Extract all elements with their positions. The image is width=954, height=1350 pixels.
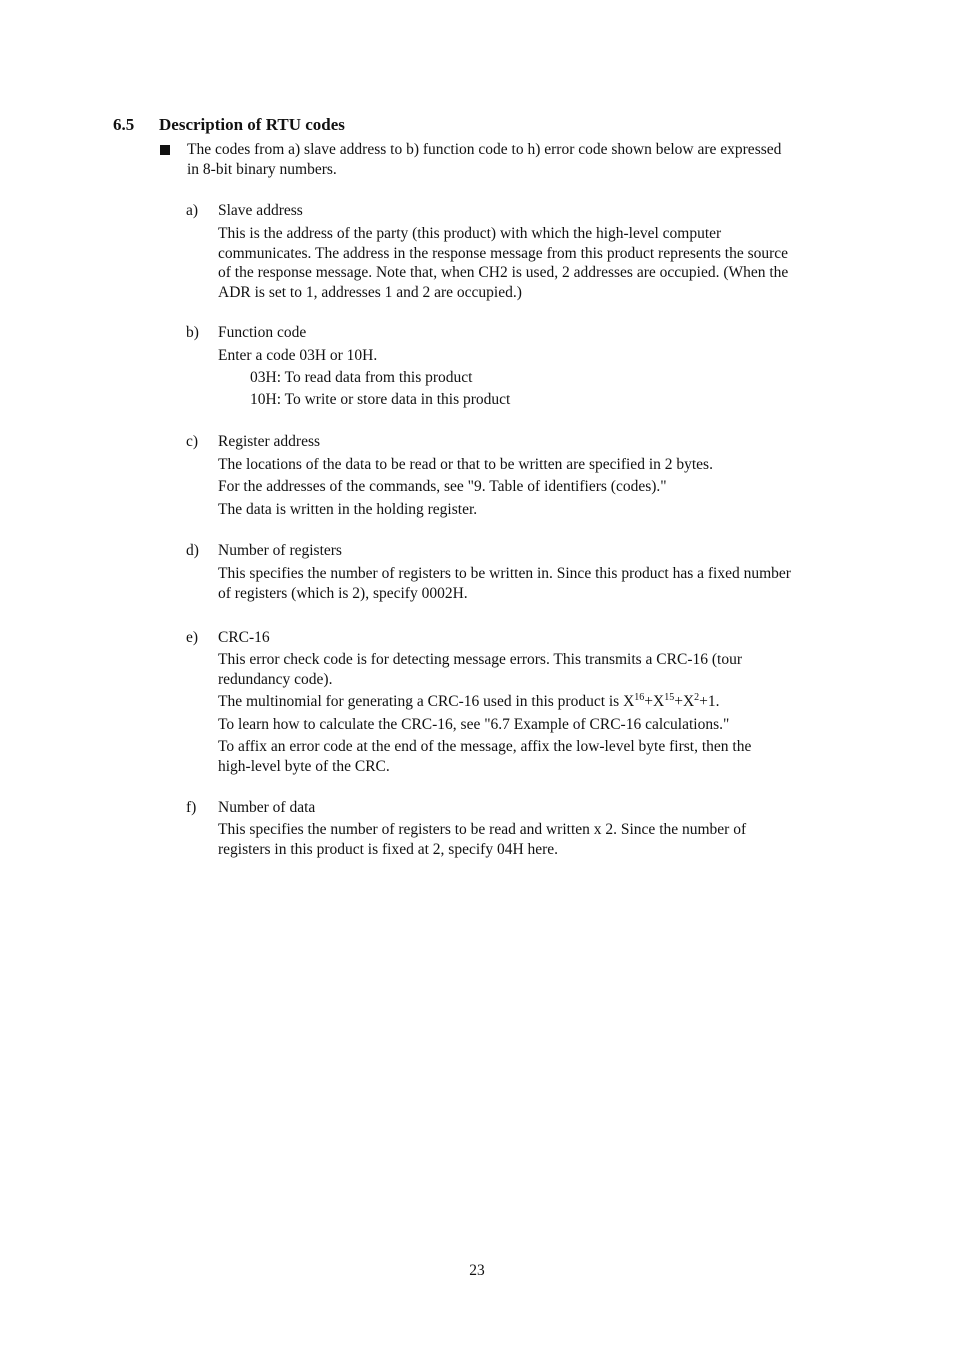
function-code-10h: 10H: To write or store data in this product	[250, 391, 511, 408]
item-letter-b: b)	[186, 324, 199, 341]
body-line: This error check code is for detecting message errors. This transmits a CRC-16 (tour	[218, 651, 742, 668]
body-line: redundancy code).	[218, 670, 333, 688]
body-line: ADR is set to 1, addresses 1 and 2 are occupied.)	[218, 283, 522, 301]
intro-line: in 8-bit binary numbers.	[187, 160, 337, 178]
exponent: 16	[634, 692, 645, 703]
body-line: of registers (which is 2), specify 0002H.	[218, 584, 468, 602]
body-line: For the addresses of the commands, see "9. Table of identifiers (codes)."	[218, 478, 667, 495]
item-body-crc16-affix	[218, 737, 848, 776]
body-line: high-level byte of the CRC.	[218, 757, 390, 775]
item-title-number-of-data: Number of data	[218, 799, 316, 816]
body-line: To learn how to calculate the CRC-16, see "6.7 Example of CRC-16 calculations."	[218, 716, 730, 733]
page-number: 23	[469, 1262, 485, 1279]
item-letter-a: a)	[186, 202, 199, 219]
exponent: 15	[664, 692, 675, 703]
item-letter-e: e)	[186, 629, 199, 646]
section-number: 6.5	[113, 115, 135, 134]
intro-paragraph	[187, 140, 847, 179]
item-title-slave-address: Slave address	[218, 202, 303, 219]
body-line: of the response message. Note that, when CH2 is used, 2 addresses are occupied. (When the	[218, 264, 789, 281]
exponent: 2	[694, 692, 700, 703]
body-line: This specifies the number of registers to be written in. Since this product has a fixed number	[218, 565, 791, 582]
function-code-03h: 03H: To read data from this product	[250, 369, 473, 386]
body-line: The locations of the data to be read or that to be written are specified in 2 bytes.	[218, 456, 713, 473]
polynomial-text: +X	[674, 693, 695, 710]
polynomial-text: +X	[644, 693, 665, 710]
item-letter-d: d)	[186, 542, 199, 559]
item-title-function-code: Function code	[218, 324, 307, 341]
item-body-crc16-intro	[218, 650, 848, 689]
body-line: This specifies the number of registers to be read and written x 2. Since the number of	[218, 821, 747, 838]
item-letter-f: f)	[186, 799, 197, 816]
crc16-polynomial-line	[218, 692, 848, 712]
body-line: To affix an error code at the end of the message, affix the low-level byte first, then the	[218, 738, 752, 755]
item-body-number-of-data	[218, 820, 848, 859]
section-title: Description of RTU codes	[159, 115, 345, 134]
item-letter-c: c)	[186, 433, 199, 450]
intro-line: The codes from a) slave address to b) function code to h) error code shown below are expressed	[187, 141, 782, 158]
polynomial-text: The multinomial for generating a CRC-16 used in this product is X	[218, 693, 635, 710]
item-body-number-of-registers	[218, 564, 848, 603]
item-title-register-address: Register address	[218, 433, 321, 450]
square-bullet-icon	[160, 145, 170, 155]
item-title-crc16: CRC-16	[218, 629, 270, 646]
body-line: Enter a code 03H or 10H.	[218, 347, 378, 364]
polynomial-text: +1.	[699, 693, 720, 710]
body-line: The data is written in the holding register.	[218, 501, 478, 518]
item-title-number-of-registers: Number of registers	[218, 542, 342, 559]
item-body-slave-address	[218, 224, 848, 302]
body-line: communicates. The address in the response message from this product represents the source	[218, 244, 789, 262]
body-line: This is the address of the party (this product) with which the high-level computer	[218, 225, 722, 242]
body-line: registers in this product is fixed at 2, specify 04H here.	[218, 840, 559, 858]
